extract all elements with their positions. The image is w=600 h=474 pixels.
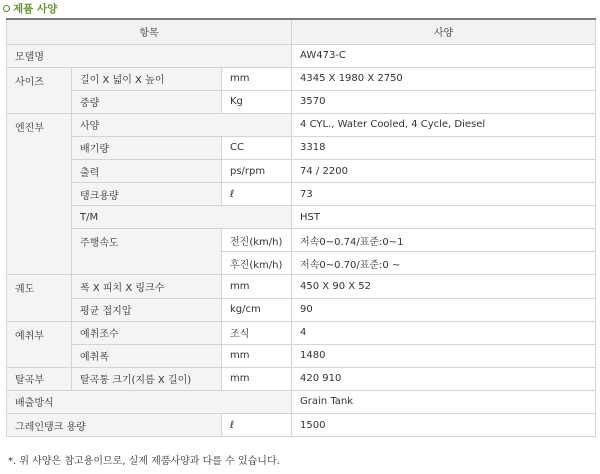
group-thresher: 탈곡부	[7, 367, 72, 390]
track-dim-label: 폭 X 피치 X 링크수	[72, 275, 222, 298]
section-title-text: 제품 사양	[13, 2, 58, 15]
speed-fwd-unit: 전진(km/h)	[222, 229, 292, 252]
table-row	[7, 159, 596, 182]
grain-tank-unit: ℓ	[222, 414, 292, 437]
disclaimer-note: *. 위 사양은 참고용이므로, 실제 제품사양과 다를 수 있습니다.	[8, 456, 280, 467]
speed-rev-value: 저속0~0.70/표준:0 ~	[292, 252, 596, 275]
group-size: 사이즈	[7, 67, 72, 113]
speed-label: 주행속도	[72, 229, 222, 275]
weight-value: 3570	[292, 90, 596, 113]
model-value: AW473-C	[292, 44, 596, 67]
table-row	[7, 67, 596, 90]
table-row	[7, 183, 596, 206]
table-row	[7, 90, 596, 113]
discharge-label: 배출방식	[7, 390, 292, 413]
model-label: 모델명	[7, 44, 292, 67]
output-value: 74 / 2200	[292, 159, 596, 182]
group-engine: 엔진부	[7, 113, 72, 275]
engine-spec-value: 4 CYL., Water Cooled, 4 Cycle, Diesel	[292, 113, 596, 136]
weight-unit: Kg	[222, 90, 292, 113]
group-reaper: 예취부	[7, 321, 72, 367]
thresher-label: 탈곡통 크기(지름 X 길이)	[72, 367, 222, 390]
grain-tank-value: 1500	[292, 414, 596, 437]
reaper-rows-label: 예취조수	[72, 321, 222, 344]
tm-value: HST	[292, 206, 596, 229]
table-row	[7, 390, 596, 413]
displacement-value: 3318	[292, 136, 596, 159]
thresher-unit: mm	[222, 367, 292, 390]
header-item: 항목	[7, 19, 292, 44]
size-value: 4345 X 1980 X 2750	[292, 67, 596, 90]
track-dim-unit: mm	[222, 275, 292, 298]
displacement-unit: CC	[222, 136, 292, 159]
engine-spec-label: 사양	[72, 113, 292, 136]
tank-label: 탱크용량	[72, 183, 222, 206]
table-row	[7, 44, 596, 67]
table-row	[7, 344, 596, 367]
discharge-value: Grain Tank	[292, 390, 596, 413]
size-unit: mm	[222, 67, 292, 90]
weight-label: 중량	[72, 90, 222, 113]
grain-tank-label: 그레인탱크 용량	[7, 414, 222, 437]
table-row	[7, 206, 596, 229]
circle-bullet-icon	[3, 5, 10, 12]
output-unit: ps/rpm	[222, 159, 292, 182]
tank-unit: ℓ	[222, 183, 292, 206]
reaper-width-unit: mm	[222, 344, 292, 367]
track-dim-value: 450 X 90 X 52	[292, 275, 596, 298]
spec-table	[6, 18, 596, 437]
speed-fwd-value: 저속0~0.74/표준:0~1	[292, 229, 596, 252]
group-track: 궤도	[7, 275, 72, 321]
table-row	[7, 321, 596, 344]
speed-rev-unit: 후진(km/h)	[222, 252, 292, 275]
reaper-rows-unit: 조식	[222, 321, 292, 344]
table-header-row	[7, 19, 596, 44]
table-row	[7, 113, 596, 136]
ground-label: 평균 접지압	[72, 298, 222, 321]
thresher-value: 420 910	[292, 367, 596, 390]
reaper-width-label: 예취폭	[72, 344, 222, 367]
table-row	[7, 414, 596, 437]
size-label: 길이 X 넓이 X 높이	[72, 67, 222, 90]
table-row	[7, 298, 596, 321]
table-row	[7, 136, 596, 159]
section-title	[3, 1, 57, 15]
reaper-rows-value: 4	[292, 321, 596, 344]
header-spec: 사양	[292, 19, 596, 44]
table-row	[7, 275, 596, 298]
ground-value: 90	[292, 298, 596, 321]
output-label: 출력	[72, 159, 222, 182]
tank-value: 73	[292, 183, 596, 206]
displacement-label: 배기량	[72, 136, 222, 159]
table-row	[7, 367, 596, 390]
ground-unit: kg/cm	[222, 298, 292, 321]
table-row	[7, 229, 596, 252]
tm-label: T/M	[72, 206, 292, 229]
reaper-width-value: 1480	[292, 344, 596, 367]
